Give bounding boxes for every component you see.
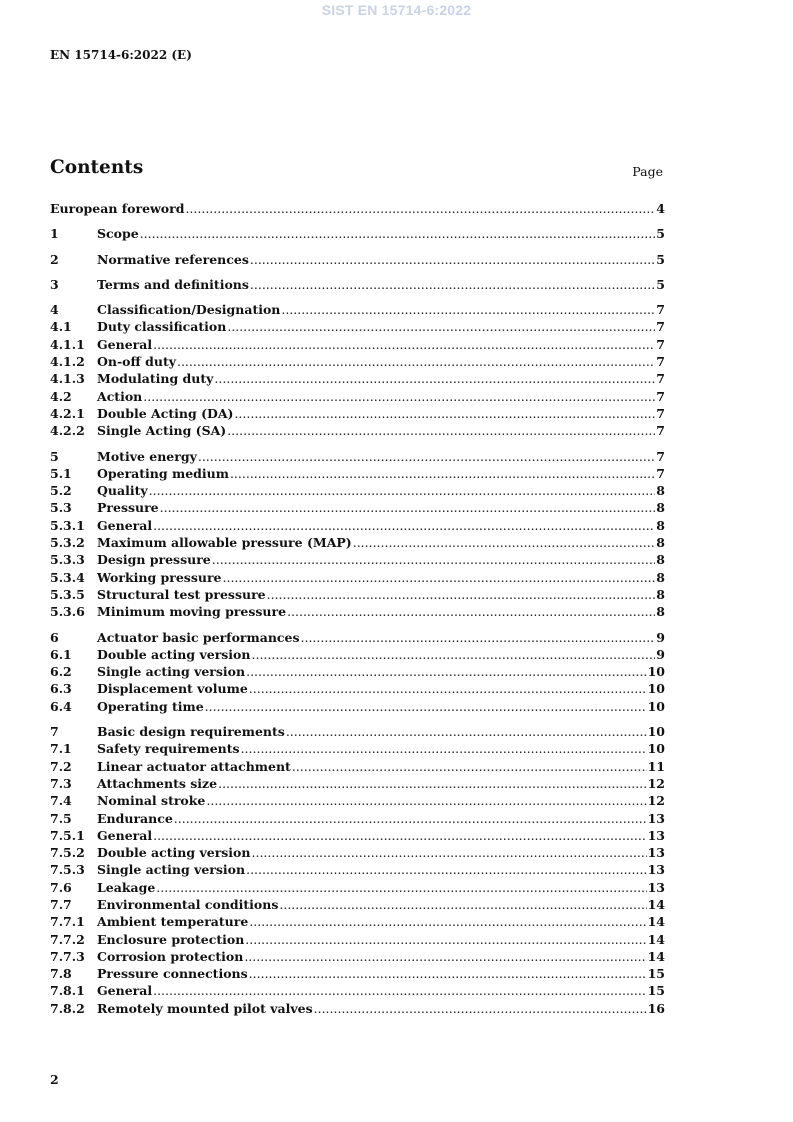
toc-entry-page: 8 [656, 604, 665, 620]
toc-entry-page: 7 [656, 354, 665, 370]
toc-entry-page: 10 [647, 741, 665, 757]
dot-leader [250, 251, 655, 268]
dot-leader [249, 680, 647, 697]
toc-entry-title: Pressure connections [97, 966, 248, 982]
toc-entry-title: Scope [97, 226, 139, 242]
toc-entry-page: 7 [656, 448, 665, 464]
toc-entry-number: 5.3.6 [50, 604, 85, 620]
toc-entry-page: 7 [656, 423, 665, 439]
toc-entry[interactable] [50, 465, 665, 482]
toc-entry[interactable] [50, 422, 665, 439]
toc-entry-number: 5.1 [50, 465, 72, 481]
toc-entry[interactable] [50, 931, 665, 948]
toc-entry-title: Double acting version [97, 845, 251, 861]
toc-entry-title: General [97, 336, 153, 352]
toc-entry-title: Maximum allowable pressure (MAP) [97, 535, 352, 551]
dot-leader [205, 698, 647, 715]
toc-entry-page: 5 [656, 226, 665, 242]
toc-entry-page: 7 [656, 405, 665, 421]
toc-entry-number: 7.4 [50, 793, 72, 809]
toc-entry-page: 14 [647, 896, 665, 912]
toc-entry-number: 4.1.3 [50, 371, 85, 387]
toc-entry-title: General [97, 983, 153, 999]
toc-entry[interactable] [50, 499, 665, 516]
toc-entry-title: General [97, 827, 153, 843]
toc-entry[interactable] [50, 405, 665, 422]
toc-entry-number: 4.1.2 [50, 354, 85, 370]
toc-entry-title: Corrosion protection [97, 948, 244, 964]
toc-entry-number: 5.3.4 [50, 569, 85, 585]
toc-entry-number: 1 [50, 226, 59, 242]
toc-entry[interactable] [50, 982, 665, 999]
toc-entry-title: Classification/Designation [97, 302, 281, 318]
toc-entry-title: Actuator basic performances [97, 629, 300, 645]
document-header: EN 15714-6:2022 (E) [50, 48, 192, 62]
toc-entry[interactable] [50, 680, 665, 697]
toc-entry-page: 7 [656, 319, 665, 335]
toc-entry-title: Quality [97, 483, 148, 499]
toc-entry-title: Structural test pressure [97, 586, 266, 602]
dot-leader [281, 301, 655, 318]
dot-leader [198, 448, 655, 465]
toc-entry[interactable] [50, 225, 665, 242]
toc-entry-title: Environmental conditions [97, 896, 279, 912]
dot-leader [223, 569, 656, 586]
toc-entry[interactable] [50, 663, 665, 680]
toc-entry-number: 7.2 [50, 758, 72, 774]
toc-entry[interactable] [50, 792, 665, 809]
toc-entry-number: 7.7.2 [50, 931, 85, 947]
toc-entry-page: 10 [647, 681, 665, 697]
toc-entry-number: 4.2 [50, 388, 72, 404]
toc-entry-number: 6.2 [50, 664, 72, 680]
toc-entry[interactable] [50, 301, 665, 318]
toc-entry-title: Normative references [97, 251, 249, 267]
toc-entry[interactable] [50, 586, 665, 603]
toc-entry-number: 7.3 [50, 775, 72, 791]
toc-entry-title: Duty classification [97, 319, 227, 335]
toc-entry-page: 13 [647, 827, 665, 843]
dot-leader [241, 740, 647, 757]
dot-leader [252, 844, 647, 861]
dot-leader [301, 629, 656, 646]
toc-entry-number: 6.1 [50, 646, 72, 662]
toc-entry-page: 10 [647, 698, 665, 714]
toc-entry[interactable] [50, 251, 665, 268]
toc-entry-page: 8 [656, 500, 665, 516]
toc-entry-number: 7.8.2 [50, 1000, 85, 1016]
dot-leader [252, 646, 656, 663]
toc-entry-page: 14 [647, 931, 665, 947]
toc-entry-page: 4 [656, 201, 665, 216]
toc-entry-page: 14 [647, 948, 665, 964]
dot-leader [279, 896, 646, 913]
toc-entry-number: 4 [50, 302, 59, 318]
toc-entry[interactable] [50, 861, 665, 878]
toc-entry[interactable] [50, 517, 665, 534]
toc-entry-title: Safety requirements [97, 741, 240, 757]
toc-entry[interactable] [50, 629, 665, 646]
toc-entry-number: 4.2.1 [50, 405, 85, 421]
toc-entry[interactable] [50, 276, 665, 293]
toc-entry-title: Remotely mounted pilot valves [97, 1000, 313, 1016]
dot-leader [153, 982, 646, 999]
toc-entry-title: On-off duty [97, 354, 176, 370]
dot-leader [267, 586, 656, 603]
dot-leader [206, 792, 646, 809]
toc-entry-number: 4.2.2 [50, 423, 85, 439]
watermark: SIST EN 15714-6:2022 [321, 2, 472, 18]
toc-entry-number: 7.5.2 [50, 845, 85, 861]
toc-entry[interactable] [50, 698, 665, 715]
toc-entry-title: Motive energy [97, 448, 197, 464]
toc-entry-page: 12 [647, 775, 665, 791]
toc-entry-number: 7.5 [50, 810, 72, 826]
dot-leader [227, 318, 655, 335]
toc-entry[interactable] [50, 569, 665, 586]
toc-entry[interactable] [50, 827, 665, 844]
toc-entry-page: 16 [647, 1000, 665, 1016]
toc-entry[interactable] [50, 646, 665, 663]
dot-leader [250, 276, 655, 293]
page-column-heading: Page [632, 164, 663, 179]
toc-entry-title: Terms and definitions [97, 276, 249, 292]
toc-entry[interactable] [50, 723, 665, 740]
dot-leader [143, 388, 655, 405]
toc-entry-title: Working pressure [97, 569, 222, 585]
toc-entry-title: Pressure [97, 500, 159, 516]
toc-entry-number: 4.1 [50, 319, 72, 335]
toc-entry-number: 7.5.3 [50, 862, 85, 878]
dot-leader [149, 482, 656, 499]
toc-entry-title: Endurance [97, 810, 173, 826]
toc-entry-title: European foreword [50, 201, 185, 216]
toc-entry-number: 5.3.3 [50, 552, 85, 568]
toc-entry-number: 7.7.1 [50, 914, 85, 930]
toc-entry-title: Operating time [97, 698, 204, 714]
dot-leader [230, 465, 655, 482]
dot-leader [218, 775, 647, 792]
toc-entry-title: Single acting version [97, 862, 246, 878]
toc-entry-title: Single Acting (SA) [97, 423, 227, 439]
toc-entry-title: Displacement volume [97, 681, 248, 697]
toc-entry-page: 15 [647, 966, 665, 982]
toc-entry[interactable] [50, 318, 665, 335]
toc-entry-page: 7 [656, 302, 665, 318]
toc-entry-title: Modulating duty [97, 371, 214, 387]
toc-entry-number: 5.3.1 [50, 517, 85, 533]
dot-leader [185, 200, 655, 217]
toc-entry-page: 8 [656, 535, 665, 551]
toc-entry-page: 13 [647, 810, 665, 826]
toc-entry[interactable] [50, 336, 665, 353]
toc-entry[interactable] [50, 879, 665, 896]
toc-entry[interactable] [50, 551, 665, 568]
dot-leader [212, 551, 656, 568]
toc-entry-page: 8 [656, 586, 665, 602]
toc-entry-number: 7 [50, 724, 59, 740]
toc-entry-page: 7 [656, 371, 665, 387]
dot-leader [249, 913, 646, 930]
toc-entry-number: 7.7 [50, 896, 72, 912]
toc-entry-page: 5 [656, 276, 665, 292]
toc-entry-number: 3 [50, 276, 59, 292]
dot-leader [287, 603, 655, 620]
toc-entry-title: General [97, 517, 153, 533]
toc-entry-number: 5.2 [50, 483, 72, 499]
toc-entry-page: 11 [647, 758, 665, 774]
toc-entry[interactable] [50, 965, 665, 982]
toc-entry[interactable] [50, 844, 665, 861]
dot-leader [153, 827, 646, 844]
toc-entry-title: Double Acting (DA) [97, 405, 234, 421]
dot-leader [353, 534, 656, 551]
toc-entry[interactable] [50, 534, 665, 551]
toc-entry-page: 8 [656, 552, 665, 568]
table-of-contents [50, 200, 665, 1017]
toc-entry-page: 7 [656, 388, 665, 404]
dot-leader [140, 225, 656, 242]
toc-entry[interactable] [50, 1000, 665, 1017]
toc-entry-page: 9 [656, 646, 665, 662]
toc-entry-number: 6 [50, 629, 59, 645]
toc-entry-title: Basic design requirements [97, 724, 285, 740]
toc-entry[interactable] [50, 740, 665, 757]
toc-entry-number: 7.5.1 [50, 827, 85, 843]
toc-entry-page: 8 [656, 517, 665, 533]
toc-entry-number: 5 [50, 448, 59, 464]
toc-entry-number: 7.7.3 [50, 948, 85, 964]
toc-entry-page: 7 [656, 336, 665, 352]
toc-entry-number: 7.8 [50, 966, 72, 982]
toc-entry-number: 6.4 [50, 698, 72, 714]
toc-entry-title: Enclosure protection [97, 931, 245, 947]
dot-leader [244, 948, 646, 965]
dot-leader [292, 758, 647, 775]
toc-entry-page: 13 [647, 862, 665, 878]
toc-entry[interactable] [50, 353, 665, 370]
dot-leader [214, 370, 655, 387]
toc-entry-number: 7.1 [50, 741, 72, 757]
toc-entry[interactable] [50, 370, 665, 387]
toc-entry-page: 9 [656, 629, 665, 645]
toc-entry-number: 6.3 [50, 681, 72, 697]
toc-entry-title: Ambient temperature [97, 914, 249, 930]
toc-entry[interactable] [50, 758, 665, 775]
dot-leader [245, 931, 646, 948]
toc-entry-page: 14 [647, 914, 665, 930]
toc-entry-number: 5.3.2 [50, 535, 85, 551]
toc-entry[interactable] [50, 482, 665, 499]
toc-entry[interactable] [50, 775, 665, 792]
contents-heading: Contents [50, 157, 144, 178]
dot-leader [249, 965, 647, 982]
dot-leader [246, 861, 647, 878]
toc-entry-page: 13 [647, 879, 665, 895]
toc-entry-page: 15 [647, 983, 665, 999]
toc-entry[interactable] [50, 810, 665, 827]
toc-entry-page: 8 [656, 569, 665, 585]
dot-leader [227, 422, 655, 439]
toc-entry-page: 10 [647, 664, 665, 680]
toc-entry-number: 5.3.5 [50, 586, 85, 602]
toc-entry-page: 12 [647, 793, 665, 809]
toc-entry-number: 5.3 [50, 500, 72, 516]
toc-entry[interactable] [50, 913, 665, 930]
toc-entry-title: Design pressure [97, 552, 211, 568]
toc-entry-title: Attachments size [97, 775, 218, 791]
dot-leader [286, 723, 647, 740]
toc-entry[interactable] [50, 388, 665, 405]
toc-entry-page: 7 [656, 465, 665, 481]
toc-entry-title: Leakage [97, 879, 156, 895]
toc-entry[interactable] [50, 948, 665, 965]
toc-entry-title: Linear actuator attachment [97, 758, 291, 774]
toc-entry-page: 13 [647, 845, 665, 861]
toc-entry-number: 7.8.1 [50, 983, 85, 999]
page-number: 2 [50, 1072, 59, 1087]
dot-leader [177, 353, 655, 370]
toc-entry[interactable] [50, 603, 665, 620]
dot-leader [234, 405, 655, 422]
toc-entry-title: Nominal stroke [97, 793, 206, 809]
toc-entry-title: Minimum moving pressure [97, 604, 287, 620]
dot-leader [314, 1000, 647, 1017]
toc-entry-title: Operating medium [97, 465, 229, 481]
dot-leader [156, 879, 646, 896]
toc-entry[interactable] [50, 200, 665, 217]
toc-entry-title: Double acting version [97, 646, 251, 662]
dot-leader [153, 336, 655, 353]
toc-entry-title: Action [97, 388, 143, 404]
toc-entry[interactable] [50, 448, 665, 465]
toc-entry-page: 10 [647, 724, 665, 740]
toc-entry-title: Single acting version [97, 664, 246, 680]
dot-leader [174, 810, 647, 827]
toc-entry-number: 4.1.1 [50, 336, 85, 352]
toc-entry-page: 8 [656, 483, 665, 499]
toc-entry[interactable] [50, 896, 665, 913]
toc-entry-number: 7.6 [50, 879, 72, 895]
dot-leader [160, 499, 656, 516]
toc-entry-page: 5 [656, 251, 665, 267]
dot-leader [246, 663, 647, 680]
dot-leader [153, 517, 655, 534]
toc-entry-number: 2 [50, 251, 59, 267]
